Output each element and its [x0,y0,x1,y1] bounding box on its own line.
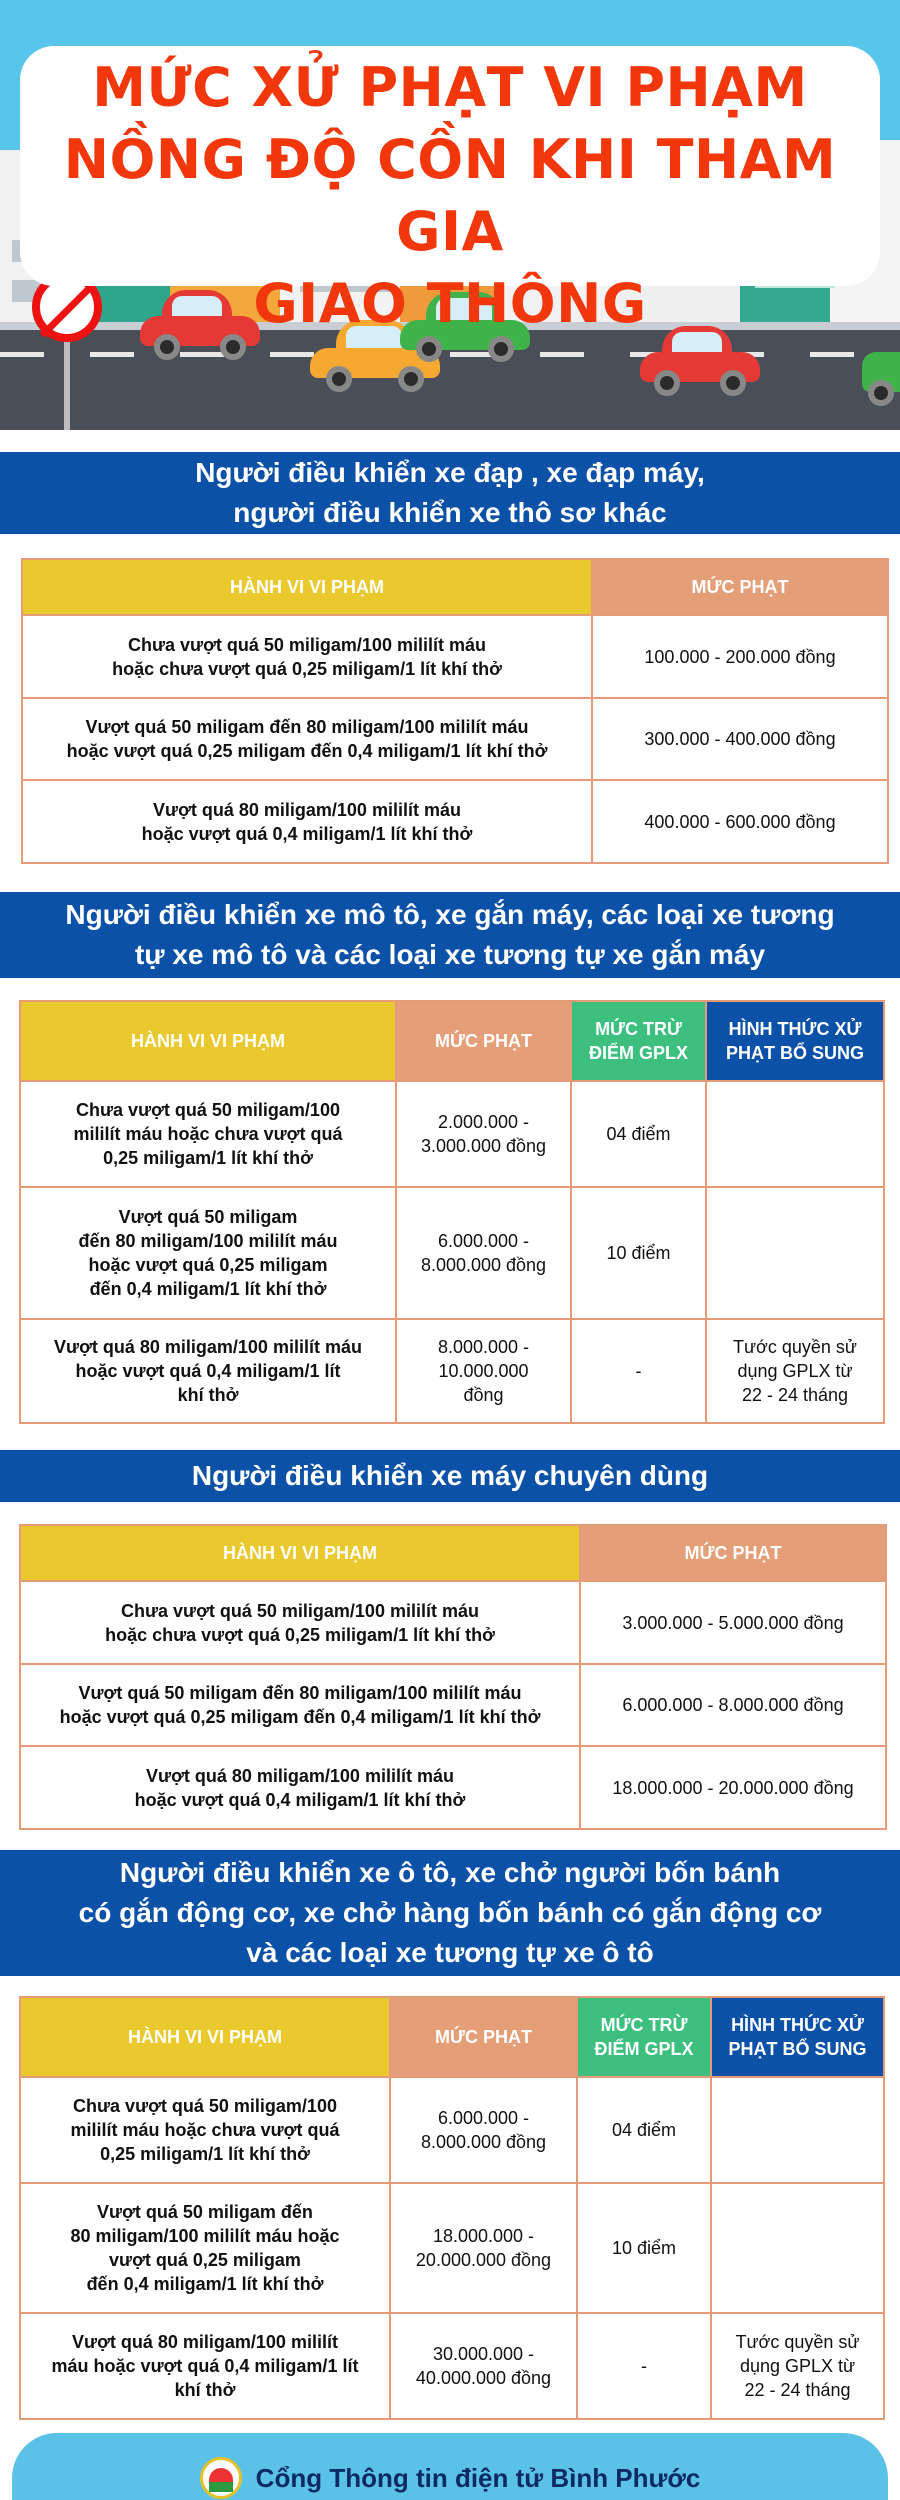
points-cell: 10 điểm [577,2183,711,2313]
column-header: HÀNH VI VI PHẠM [20,1001,396,1081]
title-line: NỒNG ĐỘ CỒN KHI THAM GIA [63,128,837,263]
table-header-row [20,1997,884,2077]
fine-cell: 6.000.000 - 8.000.000 đồng [390,2077,577,2183]
lane-marking [540,352,584,357]
table-header-row [20,1001,884,1081]
section-heading-car [0,1850,900,1976]
title-line: MỨC XỬ PHẠT VI PHẠM [92,56,808,119]
column-header: MỨC PHẠT [390,1997,577,2077]
title-line: GIAO THÔNG [253,272,647,335]
violation-cell: Vượt quá 80 miligam/100 mililít máu hoặc vượt quá 0,4 miligam/1 lít khí thở [20,1746,580,1829]
fine-cell: 18.000.000 - 20.000.000 đồng [390,2183,577,2313]
footer-text: Cổng Thông tin điện tử Bình Phước [255,2462,701,2493]
heading-line: Người điều khiển xe mô tô, xe gắn máy, các loại xe tương [65,899,835,930]
section-heading-motorbike [0,892,900,978]
fine-cell: 6.000.000 - 8.000.000 đồng [396,1187,571,1319]
points-cell: - [577,2313,711,2419]
points-cell: - [571,1319,706,1423]
additional-penalty-cell [706,1081,884,1187]
column-header: MỨC PHẠT [580,1525,886,1581]
violation-cell: Vượt quá 50 miligam đến 80 miligam/100 mililít máu hoặc vượt quá 0,25 miligam đến 0,4 miligam/1 lít khí thở [20,1664,580,1746]
fine-cell: 400.000 - 600.000 đồng [592,780,888,863]
violation-cell: Vượt quá 50 miligam đến 80 miligam/100 mililít máu hoặc vượt quá 0,25 miligam đến 0,4 miligam/1 lít khí thở [20,2183,390,2313]
column-header: MỨC PHẠT [396,1001,571,1081]
table-row [20,1664,886,1746]
portal-logo-icon [200,2457,242,2499]
violation-cell: Chưa vượt quá 50 miligam/100 mililít máu hoặc chưa vượt quá 0,25 miligam/1 lít khí thở [20,2077,390,2183]
section-heading-bicycle [0,452,900,534]
heading-line: và các loại xe tương tự xe ô tô [246,1937,654,1968]
footer [12,2433,888,2500]
fine-table-special-machine [19,1524,887,1830]
column-header: MỨC TRỪ ĐIỂM GPLX [571,1001,706,1081]
heading-line: Người điều khiển xe ô tô, xe chở người bốn bánh [119,1857,781,1888]
fine-cell: 2.000.000 - 3.000.000 đồng [396,1081,571,1187]
violation-cell: Vượt quá 80 miligam/100 mililít máu hoặc vượt quá 0,4 miligam/1 lít khí thở [22,780,592,863]
column-header: HÌNH THỨC XỬ PHẠT BỔ SUNG [711,1997,884,2077]
hero-illustration [0,0,900,430]
column-header: HÀNH VI VI PHẠM [20,1997,390,2077]
heading-line: có gắn động cơ, xe chở hàng bốn bánh có gắn động cơ [78,1897,822,1928]
column-header: HÀNH VI VI PHẠM [20,1525,580,1581]
table-header-row [22,559,888,615]
violation-cell: Vượt quá 50 miligam đến 80 miligam/100 mililít máu hoặc vượt quá 0,25 miligam đến 0,4 miligam/1 lít khí thở [20,1187,396,1319]
fine-cell: 300.000 - 400.000 đồng [592,698,888,780]
table-row [20,1581,886,1664]
fine-table-car [19,1996,885,2420]
additional-penalty-cell [711,2077,884,2183]
violation-cell: Vượt quá 80 miligam/100 mililít máu hoặc vượt quá 0,4 miligam/1 lít khí thở [20,1319,396,1423]
lane-marking [90,352,134,357]
column-header: HÀNH VI VI PHẠM [22,559,592,615]
table-row [20,1081,884,1187]
heading-line: Người điều khiển xe máy chuyên dùng [191,1460,709,1491]
lane-marking [810,352,854,357]
lane-marking [270,352,314,357]
violation-cell: Chưa vượt quá 50 miligam/100 mililít máu hoặc chưa vượt quá 0,25 miligam/1 lít khí thở [22,615,592,698]
lane-marking [0,352,44,357]
fine-table-motorbike [19,1000,885,1424]
additional-penalty-cell: Tước quyền sử dụng GPLX từ 22 - 24 tháng [706,1319,884,1423]
additional-penalty-cell [706,1187,884,1319]
additional-penalty-cell [711,2183,884,2313]
fine-cell: 18.000.000 - 20.000.000 đồng [580,1746,886,1829]
fine-cell: 3.000.000 - 5.000.000 đồng [580,1581,886,1664]
section-heading-special-machine [0,1450,900,1502]
additional-penalty-cell: Tước quyền sử dụng GPLX từ 22 - 24 tháng [711,2313,884,2419]
violation-cell: Vượt quá 50 miligam đến 80 miligam/100 mililít máu hoặc vượt quá 0,25 miligam đến 0,4 miligam/1 lít khí thở [22,698,592,780]
table-row [22,780,888,863]
violation-cell: Chưa vượt quá 50 miligam/100 mililít máu hoặc chưa vượt quá 0,25 miligam/1 lít khí thở [20,1081,396,1187]
points-cell: 04 điểm [571,1081,706,1187]
table-row [22,698,888,780]
table-row [20,1319,884,1423]
car-icon [862,352,900,408]
fine-cell: 6.000.000 - 8.000.000 đồng [580,1664,886,1746]
violation-cell: Vượt quá 80 miligam/100 mililít máu hoặc vượt quá 0,4 miligam/1 lít khí thở [20,2313,390,2419]
column-header: MỨC TRỪ ĐIỂM GPLX [577,1997,711,2077]
table-row [20,2077,884,2183]
heading-line: Người điều khiển xe đạp , xe đạp máy, [195,457,705,488]
fine-table-bicycle [21,558,889,864]
table-row [20,2183,884,2313]
fine-cell: 8.000.000 - 10.000.000 đồng [396,1319,571,1423]
heading-line: người điều khiển xe thô sơ khác [233,497,667,528]
table-row [20,1746,886,1829]
heading-line: tự xe mô tô và các loại xe tương tự xe gắn máy [134,939,766,970]
violation-cell: Chưa vượt quá 50 miligam/100 mililít máu hoặc chưa vượt quá 0,25 miligam/1 lít khí thở [20,1581,580,1664]
fine-cell: 30.000.000 - 40.000.000 đồng [390,2313,577,2419]
table-row [22,615,888,698]
page-title [20,52,880,340]
fine-cell: 100.000 - 200.000 đồng [592,615,888,698]
points-cell: 10 điểm [571,1187,706,1319]
column-header: HÌNH THỨC XỬ PHẠT BỔ SUNG [706,1001,884,1081]
column-header: MỨC PHẠT [592,559,888,615]
points-cell: 04 điểm [577,2077,711,2183]
table-header-row [20,1525,886,1581]
table-row [20,2313,884,2419]
table-row [20,1187,884,1319]
